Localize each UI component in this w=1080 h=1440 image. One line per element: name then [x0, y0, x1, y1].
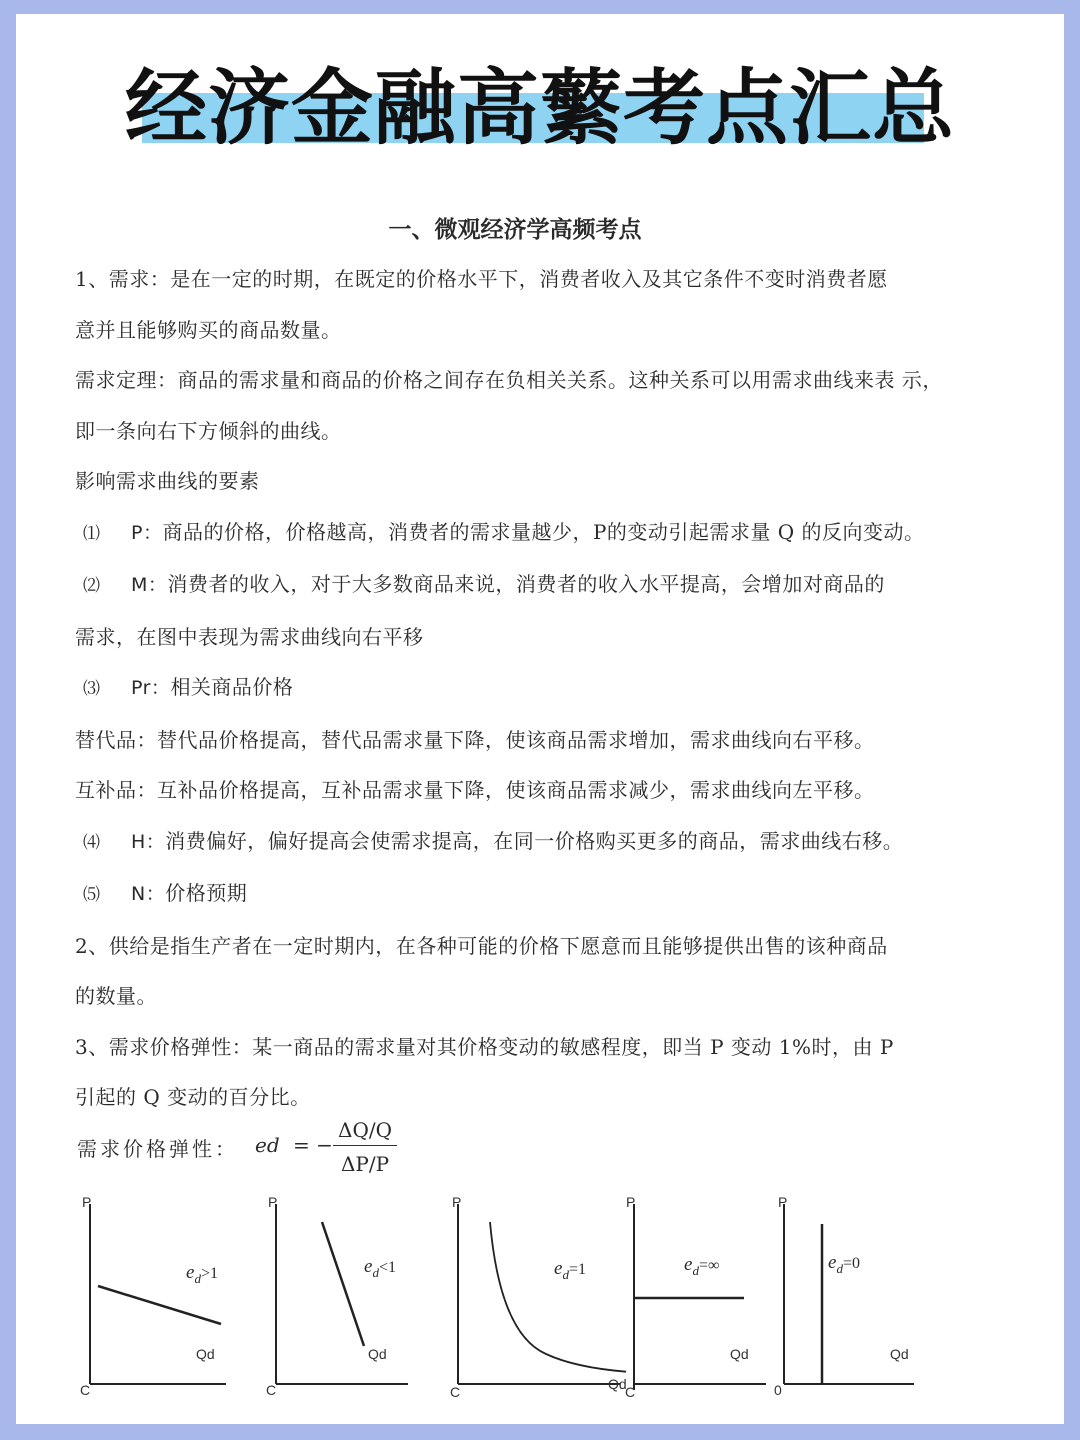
elasticity-symbol: e [828, 1252, 837, 1273]
p-axis-label: P [778, 1194, 788, 1210]
elasticity-symbol: e [684, 1254, 693, 1275]
elasticity-subscript: d [562, 1266, 569, 1282]
chart-graphic [76, 1194, 226, 1404]
q-axis-label: Qd [368, 1346, 387, 1362]
origin-label: 0 [774, 1382, 782, 1398]
factor-text: 消费偏好，偏好提高会使需求提高，在同一价格购买更多的商品，需求曲线右移。 [165, 828, 904, 853]
formula-numerator: ΔQ/Q [333, 1115, 397, 1146]
formula-fraction [333, 1115, 397, 1182]
paragraph-elasticity-2: 引起的 Q 变动的百分比。 [75, 1085, 311, 1109]
factor-label: H： [131, 830, 166, 853]
elasticity-symbol: e [554, 1258, 563, 1279]
elasticity-condition: >1 [200, 1265, 218, 1282]
p-axis-label: P [452, 1194, 462, 1210]
chart-perfectly-inelastic [774, 1194, 928, 1404]
chart-graphic [622, 1194, 772, 1404]
elasticity-charts [76, 1194, 976, 1404]
elasticity-condition: =1 [568, 1261, 586, 1278]
paragraph-law-1: 需求定理：商品的需求量和商品的价格之间存在负相关关系。这种关系可以用需求曲线来表 示， [75, 368, 943, 392]
q-axis-label: Qd [730, 1346, 749, 1362]
paragraph-supply-2: 的数量。 [75, 984, 157, 1008]
factor-number: ⑵ [83, 576, 101, 596]
q-axis-label: Qd [890, 1346, 909, 1362]
page-title: 经济金融高蘩考点汇总 [124, 61, 955, 156]
paragraph-demand-2: 意并且能够购买的商品数量。 [75, 317, 342, 342]
elasticity-condition: <1 [378, 1259, 396, 1276]
paragraph-substitutes: 替代品：替代品价格提高，替代品需求量下降，使该商品需求增加，需求曲线向右平移。 [75, 727, 875, 752]
origin-label: C [266, 1382, 277, 1398]
elasticity-symbol: e [186, 1262, 195, 1283]
origin-label: C [80, 1382, 91, 1398]
paragraph-complements: 互补品：互补品价格提高，互补品需求量下降，使该商品需求减少，需求曲线向左平移。 [75, 778, 875, 802]
content-body [75, 206, 995, 1193]
elasticity-condition: =0 [842, 1255, 860, 1272]
p-axis-label: P [268, 1194, 278, 1210]
factor-text: 价格预期 [165, 881, 248, 905]
formula-equals: = − [293, 1132, 333, 1157]
title-block [16, 61, 1064, 156]
elasticity-symbol: e [364, 1256, 373, 1277]
elasticity-formula [75, 1117, 995, 1193]
elasticity-condition: =∞ [698, 1257, 720, 1274]
elasticity-subscript: d [692, 1262, 699, 1278]
factor-item [75, 559, 995, 612]
factor-item [75, 816, 995, 869]
chart-graphic [436, 1194, 626, 1404]
factor-item [75, 662, 995, 715]
factor-item [75, 507, 995, 560]
demand-curve [98, 1286, 221, 1324]
formula-label: 需求价格弹性： [77, 1136, 238, 1161]
elasticity-subscript: d [372, 1264, 379, 1280]
elasticity-label [364, 1256, 396, 1281]
factor-item [75, 868, 995, 921]
formula-denominator: ΔP/P [340, 1151, 390, 1176]
p-axis-label: P [626, 1194, 636, 1210]
paragraph-demand-1: 1、需求：是在一定的时期，在既定的价格水平下，消费者收入及其它条件不变时消费者愿 [75, 267, 888, 291]
demand-curve [490, 1222, 626, 1372]
chart-graphic [778, 1194, 928, 1404]
factor-number: ⑷ [83, 832, 101, 853]
origin-label: C [625, 1384, 636, 1400]
factor-text: 商品的价格，价格越高，消费者的需求量越少，P的变动引起需求量 Q 的反向变动。 [162, 519, 925, 544]
elasticity-label [684, 1254, 719, 1279]
q-axis-label: Qd [196, 1346, 215, 1362]
demand-curve [322, 1222, 364, 1346]
factor-label: N： [131, 883, 166, 905]
chart-elastic [76, 1194, 226, 1404]
document-page [16, 14, 1064, 1424]
factor-text: 消费者的收入，对于大多数商品来说，消费者的收入水平提高，会增加对商品的 [167, 572, 885, 596]
factor-label: Pr： [131, 677, 171, 699]
paragraph-supply-1: 2、供给是指生产者在一定时期内，在各种可能的价格下愿意而且能够提供出售的该种商品 [75, 933, 888, 958]
chart-graphic [262, 1194, 412, 1404]
paragraph-law-2: 即一条向右下方倾斜的曲线。 [75, 418, 342, 443]
paragraph-factors-heading: 影响需求曲线的要素 [75, 469, 260, 493]
elasticity-label [554, 1258, 586, 1283]
elasticity-label [828, 1252, 860, 1277]
elasticity-label [186, 1262, 218, 1287]
factor-number: ⑶ [83, 679, 101, 699]
paragraph-elasticity-1: 3、需求价格弹性：某一商品的需求量对其价格变动的敏感程度，即当 P 变动 1%时，由 P [75, 1034, 894, 1059]
chart-unit-elastic [436, 1194, 627, 1404]
elasticity-subscript: d [194, 1270, 201, 1286]
origin-label: C [450, 1384, 461, 1400]
factor-continuation: 需求，在图中表现为需求曲线向右平移 [75, 624, 424, 649]
chart-perfectly-elastic [622, 1194, 772, 1404]
factor-text: 相关商品价格 [170, 675, 294, 699]
factor-label: M： [131, 574, 168, 596]
factor-number: ⑸ [83, 885, 101, 905]
factor-number: ⑴ [83, 523, 101, 544]
p-axis-label: P [82, 1194, 92, 1210]
chart-inelastic [262, 1194, 412, 1404]
factor-label: P： [131, 521, 163, 544]
q-axis-label: Qd [608, 1376, 627, 1392]
section-heading: 一、微观经济学高频考点 [388, 216, 642, 243]
formula-lhs: ed [255, 1132, 280, 1157]
elasticity-subscript: d [836, 1260, 843, 1276]
